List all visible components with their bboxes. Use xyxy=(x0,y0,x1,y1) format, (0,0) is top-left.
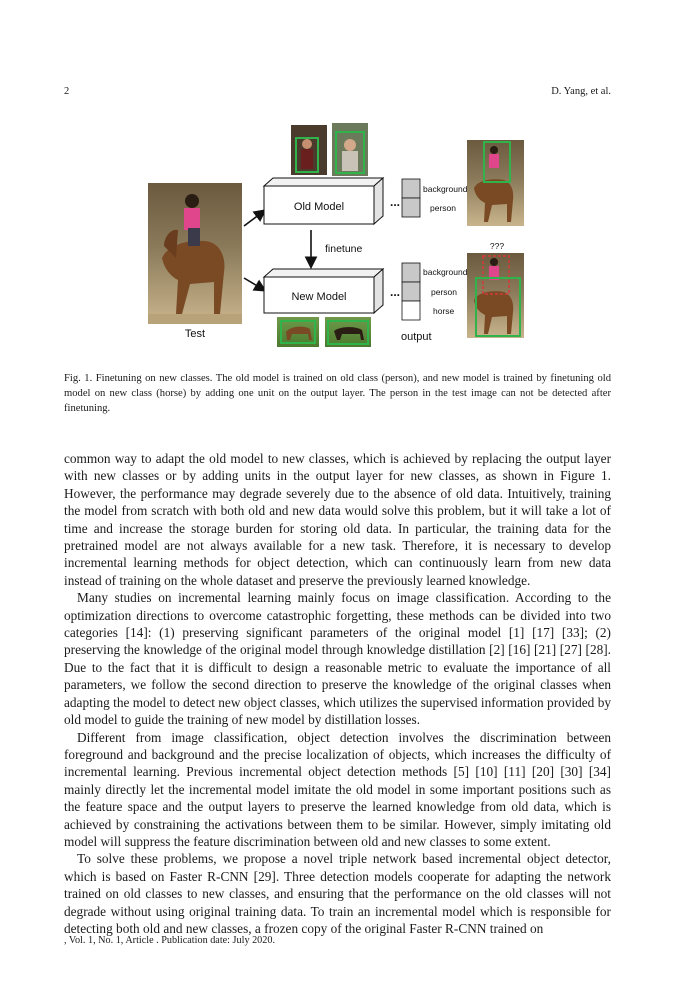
page-footer: , Vol. 1, No. 1, Article . Publication date: July 2020. xyxy=(64,935,276,946)
new-output-units xyxy=(402,263,420,320)
old-model-label: Old Model xyxy=(293,201,345,213)
old-model-result-image xyxy=(467,140,524,226)
old-ellipsis: ... xyxy=(389,195,401,209)
new-model-label: New Model xyxy=(291,291,347,303)
figure-diagram xyxy=(64,118,611,363)
finetune-label: finetune xyxy=(325,243,363,255)
new-ellipsis: ... xyxy=(389,285,401,299)
test-image xyxy=(148,183,242,324)
output-label: output xyxy=(401,331,432,343)
arrow-to-new-model xyxy=(244,278,264,290)
old-class-thumbnails xyxy=(291,123,368,176)
page-number: 2 xyxy=(64,86,70,97)
old-output-units xyxy=(402,179,420,217)
paragraph: To solve these problems, we propose a novel triple network based incremental object detector, which is based on Faster R-CNN [29]. Three detection models cooperate for adapting the network trained on old classes to new classes, and ensuring that the performance on the old classes will not degrade without using original training data. To train an incremental model which is responsible for detecting both old and new classes, a frozen copy of the original Faster R-CNN trained on xyxy=(64,851,611,936)
paragraph: common way to adapt the old model to new classes, which is achieved by replacing the output layer with new classes or by adding units in the output layer for new classes, as shown in Figure 1. However, the performance may degrade severely due to the absence of old data. Intuitively, training the model from scratch with both old and new data would solve this problem, but it will take a lot of time and increase the storage burden for storing old data. In particular, the training data for the pretrained model are not always available for a new task. Therefore, it is necessary to develop incremental learning methods for object detection, which can continuously learn from new data instead of training on the whole dataset and preserve the previously learned knowledge. xyxy=(64,451,611,588)
question-marks: ??? xyxy=(489,241,505,251)
new-output-person: person xyxy=(431,287,457,297)
body-text xyxy=(64,450,611,937)
new-output-background: background xyxy=(423,267,468,277)
arrow-to-old-model xyxy=(244,211,264,226)
paragraph: Different from image classification, object detection involves the discrimination between foreground and background and the precise localization of objects, which increases the difficulty of incremental learning. Previous incremental object detection methods [5] [10] [11] [20] [30] [34] mainly directly let the incremental model imitate the old model in some important positions such as the feature space and the output layers to preserve the learned knowledge from old data, which is achieved by constraining the activations between them to be similar. However, simply imitating old model will suppress the feature discrimination between old and new classes to some extent. xyxy=(64,729,611,849)
new-output-horse: horse xyxy=(433,306,455,316)
figure-1 xyxy=(64,118,611,363)
new-class-thumbnails xyxy=(277,317,371,347)
old-output-person: person xyxy=(430,203,456,213)
running-header-authors: D. Yang, et al. xyxy=(551,86,611,97)
figure-caption: Fig. 1. Finetuning on new classes. The old model is trained on old class (person), and new model is trained by finetuning old model on new class (horse) by adding one unit on the output layer. The person in the test image can not be detected after finetuning. xyxy=(64,373,611,414)
paragraph: Many studies on incremental learning mainly focus on image classification. According to the optimization directions to overcome catastrophic forgetting, these methods can be divided into two categories [14]: (1) preserving significant parameters of the original model [1] [17] [33]; (2) preserving the knowledge of the original model through knowledge distillation [2] [16] [21] [27] [28]. Due to the fact that it is difficult to design a reasonable metric to evaluate the importance of all parameters, we follow the second direction to preserve the knowledge of the original classes when adapting the model to detect new object classes, which utilizes the supervised information provided by old model to guide the training of new model by distillation losses. xyxy=(64,590,611,728)
test-label: Test xyxy=(184,328,206,340)
old-output-background: background xyxy=(423,184,468,194)
new-model-result-image xyxy=(467,253,524,338)
